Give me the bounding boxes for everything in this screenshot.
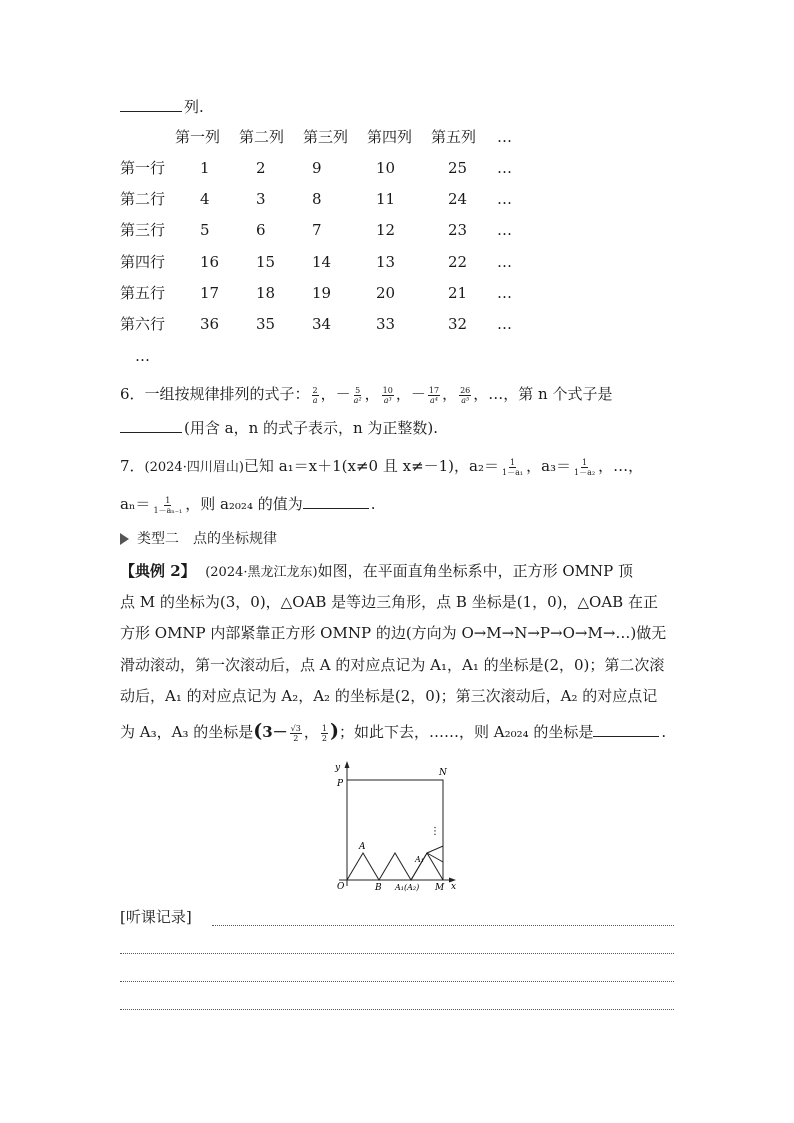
fraction <box>321 724 328 743</box>
answer-blank[interactable] <box>120 418 182 433</box>
example-last-prefix: 为 A₃，A₃ 的坐标是 <box>120 723 254 741</box>
fraction <box>573 458 596 477</box>
table-cell: 21 <box>448 284 468 302</box>
label-m: M <box>435 883 445 893</box>
label-x: x <box>451 882 457 892</box>
frac-den: 2 <box>293 733 299 743</box>
label-b: B <box>375 883 382 893</box>
section-header <box>120 529 277 549</box>
example-line-3: 方形 OMNP 内部紧靠正方形 OMNP 的边(方向为 O→M→N→P→O→M→…)做无 <box>120 624 667 642</box>
table-cell: 17 <box>200 284 220 302</box>
section-title: 类型二 点的坐标规律 <box>137 531 277 547</box>
fraction <box>312 386 319 405</box>
col-header: 第五列 <box>431 128 477 146</box>
frac-num: 26 <box>460 385 471 395</box>
table-cell: 33 <box>376 315 396 333</box>
separator: ， <box>320 385 336 403</box>
row-label: 第一行 <box>120 159 166 177</box>
frac-den: 2 <box>321 733 327 743</box>
table-cell: 15 <box>256 253 276 271</box>
frac-num: 17 <box>428 385 440 395</box>
table-cell: … <box>497 253 512 271</box>
frac-num: 1 <box>165 495 171 505</box>
q6-line2: (用含 a，n 的式子表示，n 为正整数). <box>184 419 439 437</box>
answer-blank[interactable] <box>120 97 182 112</box>
q7-line2b: ，则 a₂₀₂₄ 的值为 <box>185 495 303 513</box>
table-cell: 4 <box>200 190 210 208</box>
coord-sep: ， <box>303 723 319 741</box>
frac-den: a⁴ <box>429 395 438 405</box>
example-tag: 【典例 2】 <box>120 562 196 580</box>
frac-den: 1－aₙ₋₁ <box>153 505 183 515</box>
question-7-line2 <box>120 491 376 517</box>
table-cell: 6 <box>256 221 266 239</box>
col-header: 第三列 <box>303 128 349 146</box>
example-line-4: 滑动滚动，第一次滚动后，点 A 的对应点记为 A₁，A₁ 的坐标是(2，0)；第二次滚 <box>120 656 665 674</box>
notes-line[interactable] <box>120 1009 674 1010</box>
table-cell: 10 <box>376 159 396 177</box>
label-dots: ⋮ <box>430 826 440 837</box>
frac-num: 5 <box>355 385 361 395</box>
triangle-path <box>347 853 443 880</box>
frac-num: 2 <box>312 385 318 395</box>
example-text: 如图，在平面直角坐标系中，正方形 OMNP 顶 <box>317 562 634 580</box>
question-6-line2 <box>120 418 438 438</box>
table-cell: 16 <box>200 253 220 271</box>
coord-a: 3－ <box>262 723 288 741</box>
q7-end: . <box>370 495 376 513</box>
frac-num: 1 <box>509 457 516 467</box>
row-label: 第三行 <box>120 221 166 239</box>
table-cell: 19 <box>312 284 332 302</box>
frac-den: a⁵ <box>461 395 470 405</box>
play-icon <box>120 533 129 545</box>
q7-source: (2024·四川眉山) <box>144 460 244 475</box>
col-header: 第二列 <box>239 128 285 146</box>
frac-den: 1－a₁ <box>502 467 524 477</box>
q7-line2a: aₙ＝ <box>120 495 151 513</box>
sign: － <box>335 385 351 403</box>
example-line-6 <box>120 718 666 745</box>
table-cell: 5 <box>200 221 210 239</box>
frac-num: 10 <box>382 385 393 395</box>
frac-den: a <box>312 395 318 405</box>
example-last-suffix: ；如此下去，……，则 A₂₀₂₄ 的坐标是 <box>338 723 594 741</box>
table-cell: … <box>497 221 512 239</box>
paren-left: ( <box>253 720 263 742</box>
row-label: 第五行 <box>120 284 166 302</box>
notes-line[interactable] <box>120 953 674 954</box>
table-cell: 1 <box>200 159 210 177</box>
col-header: 第四列 <box>367 128 413 146</box>
table-cell: 12 <box>376 221 396 239</box>
question-7 <box>120 453 643 481</box>
q6-prefix: 6．一组按规律排列的式子： <box>120 385 310 403</box>
frac-den: a² <box>353 395 362 405</box>
sign: － <box>410 385 426 403</box>
label-a1a2: A₁(A₂) <box>395 883 420 892</box>
table-cell: 23 <box>448 221 468 239</box>
fraction <box>428 386 440 405</box>
row-label: 第六行 <box>120 315 166 333</box>
example-end: . <box>661 723 667 741</box>
notes-line[interactable] <box>120 981 674 982</box>
table-cell: 20 <box>376 284 396 302</box>
q6-fractions <box>310 385 474 403</box>
table-cell: 11 <box>376 190 396 208</box>
frac-num: 1 <box>582 457 588 467</box>
table-cell: 3 <box>256 190 266 208</box>
fraction <box>353 386 363 405</box>
table-cell: 25 <box>448 159 468 177</box>
row-label: 第四行 <box>120 253 166 271</box>
example-line-5: 动后，A₁ 的对应点记为 A₂，A₂ 的坐标是(2，0)；第三次滚动后，A₂ 的对应点记 <box>120 687 658 705</box>
frac-den: 1－a₂ <box>574 467 596 477</box>
table-cell: … <box>497 284 512 302</box>
coordinate-figure <box>325 758 465 898</box>
example-source: (2024·黑龙江龙东) <box>205 565 318 580</box>
fraction <box>152 496 183 515</box>
table-cell: 2 <box>256 159 266 177</box>
notes-line[interactable] <box>212 925 674 926</box>
q7-text2: ，a₃＝ <box>526 457 572 475</box>
table-trailing: … <box>135 347 150 365</box>
rotated-triangle <box>427 846 443 880</box>
q7-text1: 已知 a₁＝x＋1(x≠0 且 x≠－1)，a₂＝ <box>243 457 499 475</box>
col-header: 第一列 <box>175 128 221 146</box>
table-cell: 34 <box>312 315 332 333</box>
answer-blank[interactable] <box>303 494 369 509</box>
label-p: P <box>337 779 344 789</box>
q7-number: 7． <box>120 457 145 475</box>
table-cell: … <box>497 315 512 333</box>
paren-right: ) <box>329 720 339 742</box>
row-label: 第二行 <box>120 190 166 208</box>
table-cell: 32 <box>448 315 468 333</box>
table-cell: … <box>497 159 512 177</box>
top-suffix: 列. <box>184 98 204 116</box>
example-line-1 <box>120 561 633 583</box>
square-omnp <box>347 780 443 880</box>
table-cell: … <box>497 190 512 208</box>
table-cell: 14 <box>312 253 332 271</box>
col-header: … <box>497 128 512 146</box>
label-n: N <box>439 768 447 778</box>
fraction <box>382 386 394 405</box>
label-a: A <box>359 842 366 852</box>
table-cell: 18 <box>256 284 276 302</box>
label-o: O <box>337 882 345 892</box>
table-cell: 36 <box>200 315 220 333</box>
q7-text3: ，…， <box>598 457 644 475</box>
notes-label: [听课记录] <box>120 908 192 926</box>
table-cell: 35 <box>256 315 276 333</box>
table-cell: 9 <box>312 159 322 177</box>
separator: ， <box>364 385 380 403</box>
separator: ， <box>442 385 458 403</box>
blank-line-top <box>120 97 204 117</box>
answer-blank[interactable] <box>593 722 659 737</box>
table-cell: 8 <box>312 190 322 208</box>
label-y: y <box>335 763 341 773</box>
table-cell: 13 <box>376 253 396 271</box>
q6-after: ，…，第 n 个式子是 <box>473 385 613 403</box>
frac-den: a³ <box>383 395 392 405</box>
table-cell: 7 <box>312 221 322 239</box>
frac-num: √3 <box>290 723 301 733</box>
fraction <box>290 724 302 743</box>
table-cell: 24 <box>448 190 468 208</box>
frac-num: 1 <box>321 723 327 733</box>
fraction <box>501 458 524 477</box>
label-a1: A₁ <box>415 855 424 864</box>
fraction <box>459 386 471 405</box>
table-cell: 22 <box>448 253 468 271</box>
question-6 <box>120 381 612 407</box>
example-line-2: 点 M 的坐标为(3，0)，△OAB 是等边三角形，点 B 坐标是(1，0)，△OAB 在正 <box>120 593 658 611</box>
separator: ， <box>395 385 411 403</box>
y-axis-arrow <box>345 761 350 768</box>
